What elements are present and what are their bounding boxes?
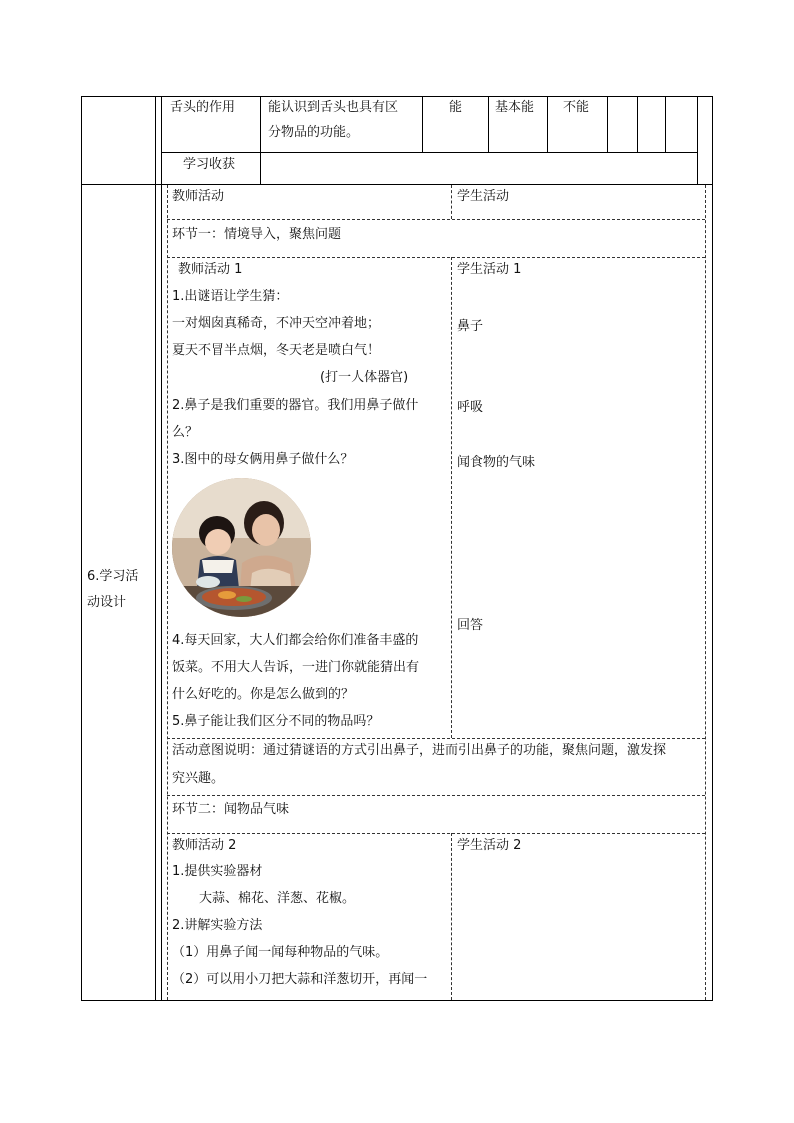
question-1: 1.出谜语让学生猜： xyxy=(172,289,289,304)
dash-v-mid-header xyxy=(451,185,452,219)
label-column-line-b xyxy=(161,96,162,1001)
inner-table-right xyxy=(697,96,698,184)
question-2-line-1: 2.鼻子是我们重要的器官。我们用鼻子做什 xyxy=(172,398,419,413)
outer-border-bottom xyxy=(81,1000,713,1001)
dash-v-right xyxy=(705,185,706,1000)
answer-smell-food: 闻食物的气味 xyxy=(457,455,536,470)
dash-v-left xyxy=(167,185,168,1000)
activity2-line-3: 2.讲解实验方法 xyxy=(172,918,263,933)
question-5: 5.鼻子能让我们区分不同的物品吗？ xyxy=(172,714,380,729)
section-label-line1: 6.学习活 xyxy=(87,569,139,584)
inner-table-col6 xyxy=(637,96,638,153)
mother-daughter-photo xyxy=(172,478,311,617)
tongue-function-cell: 舌头的作用 xyxy=(170,100,236,115)
question-3: 3.图中的母女俩用鼻子做什么？ xyxy=(172,452,354,467)
photo-illustration xyxy=(172,478,311,617)
teacher-activity-2-title: 教师活动 2 xyxy=(172,838,237,853)
inner-table-col5 xyxy=(607,96,608,153)
step2-title: 环节二：闻物品气味 xyxy=(172,802,290,817)
activity2-line-4: （1）用鼻子闻一闻每种物品的气味。 xyxy=(172,945,389,960)
dash-v-mid-activity2 xyxy=(451,833,452,1000)
answer-reply: 回答 xyxy=(457,618,484,633)
question-4-line-3: 什么好吃的。你是怎么做到的？ xyxy=(172,687,355,702)
question-4-line-2: 饭菜。不用大人告诉，一进门你就能猜出有 xyxy=(172,660,420,675)
option-can: 能 xyxy=(449,100,463,115)
dash-h-intent-bottom xyxy=(167,795,705,796)
inner-table-col2 xyxy=(422,96,423,153)
activity2-line-2: 大蒜、棉花、洋葱、花椒。 xyxy=(199,891,356,906)
intent-line-1: 活动意图说明：通过猜谜语的方式引出鼻子，进而引出鼻子的功能，聚焦问题，激发探 xyxy=(172,743,667,758)
student-activity-1-title: 学生活动 1 xyxy=(457,262,522,277)
intent-line-2: 究兴趣。 xyxy=(172,771,225,786)
student-activity-header: 学生活动 xyxy=(457,189,510,204)
question-4-line-1: 4.每天回家，大人们都会给你们准备丰盛的 xyxy=(172,633,419,648)
dash-h-step1-bottom xyxy=(167,257,705,258)
section-label-line2: 动设计 xyxy=(87,595,127,610)
riddle-line-2: 夏天不冒半点烟，冬天老是喷白气！ xyxy=(172,343,381,358)
option-cannot: 不能 xyxy=(563,100,590,115)
inner-table-col7 xyxy=(665,96,666,153)
option-basically-can: 基本能 xyxy=(495,100,535,115)
label-column-line-a xyxy=(155,96,156,1001)
goal-line-1: 能认识到舌头也具有区 xyxy=(268,100,399,115)
answer-nose: 鼻子 xyxy=(457,319,484,334)
answer-breathe: 呼吸 xyxy=(457,400,484,415)
dash-v-mid-activity1 xyxy=(451,257,452,738)
learning-gains-label: 学习收获 xyxy=(183,157,236,172)
activity2-line-1: 1.提供实验器材 xyxy=(172,864,263,879)
student-activity-2-title: 学生活动 2 xyxy=(457,838,522,853)
inner-table-col3 xyxy=(488,96,489,153)
outer-border-top xyxy=(81,96,713,97)
riddle-line-1: 一对烟囱真稀奇，不冲天空冲着地； xyxy=(172,316,381,331)
step1-title: 环节一：情境导入，聚焦问题 xyxy=(172,227,342,242)
outer-border-left xyxy=(81,96,82,1001)
dash-h-activity1-bottom xyxy=(167,738,705,739)
section-divider xyxy=(81,184,713,185)
inner-table-col4 xyxy=(547,96,548,153)
activity2-line-5: （2）可以用小刀把大蒜和洋葱切开，再闻一 xyxy=(172,972,428,987)
teacher-activity-1-title: 教师活动 1 xyxy=(178,262,243,277)
inner-table-col1 xyxy=(260,96,261,184)
outer-border-right xyxy=(712,96,713,1001)
dash-h-step2-bottom xyxy=(167,833,705,834)
question-2-line-2: 么？ xyxy=(172,425,199,440)
teacher-activity-header: 教师活动 xyxy=(172,189,225,204)
goal-line-2: 分物品的功能。 xyxy=(268,125,360,140)
dash-h-header-bottom xyxy=(167,219,705,220)
inner-table-row-line xyxy=(161,152,698,153)
riddle-hint: (打一人体器官) xyxy=(320,370,409,385)
